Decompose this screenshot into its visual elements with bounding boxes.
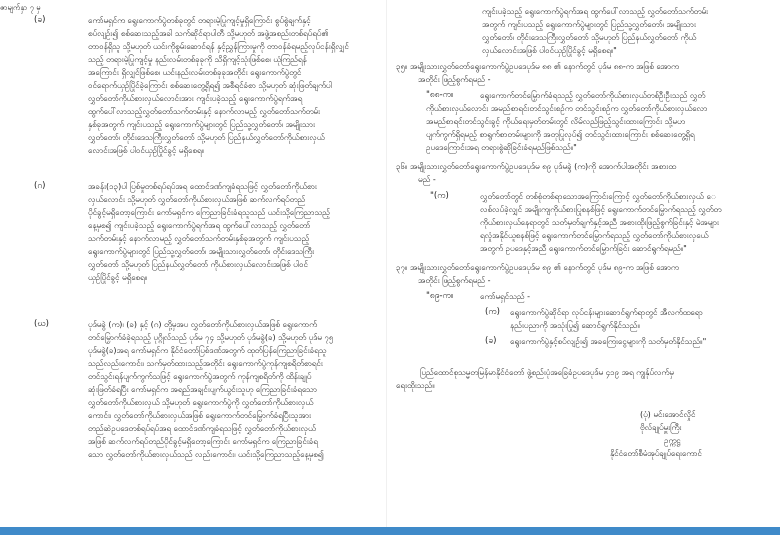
text-line: ပုဒ်မခွဲ (က)၊ (ခ) နှင့် (ဂ) တို့မှအပ လွှတ်တော်ကိုယ်စားလှယ်အဖြစ် ရွေးကောက်: [88, 320, 317, 329]
section-heading-line: အတိုင်း ဖြည့်စွက်ရမည် -: [418, 75, 491, 84]
text-line: ဝင်ရောက်ယှဉ်ပြိုင်ခဲ့ကြောင်း စစ်ဆေးတွေ့ရှိရ၍ အစီရင်ခံစာ သို့မဟုတ် ဆုံးဖြတ်ချက်ပါ: [88, 81, 332, 90]
text-line: ကိုယ်စားလှယ်လောင်း အမည်စာရင်းတင်သွင်းစဉ်က တင်သွင်းစဉ်က လွှတ်တော်ကိုယ်စားလှယ်လော: [426, 104, 708, 113]
signatory-role: ဥက္ကဋ္ဌ: [664, 436, 681, 445]
text-line: နေ့မှစ၍ ကျင်းပခဲ့သည့် ရွေးကောက်ပွဲရက်အရ ထွက်ပေါ်လာသည့် လွှတ်တော်: [88, 221, 311, 230]
text-line: ကိုယ်စားလှယ်နေရာတွင် သတ်မှတ်ချက်နှင့်အညီ အစားထိုးဖြည့်စွက်ခြင်းနှင့် မဲအများ: [480, 218, 719, 227]
text-line: ယှဉ်ပြိုင်ခွင့် မရှိစေရ။: [88, 273, 148, 282]
text-line: လွှတ်တော် သို့မဟုတ် ပြည်နယ်လွှတ်တော် ကိုယ်စားလှယ်လောင်းအဖြစ် ပါဝင်: [88, 260, 308, 269]
text-line: လှယ်လောင်းအဖြစ် ပါဝင်ယှဉ်ပြိုင်ခွင့် မရှိစေရ။": [482, 46, 617, 55]
text-line: လွှတ်တော်ကိုယ်စားလှယ်လောင်းအား ကျင်းပခဲ့သည့် ရွေးကောက်ပွဲရက်အရ: [88, 94, 303, 103]
quoted-section-marker: "(က): [430, 191, 449, 201]
sub-item-text: နည်းပညာကို အသုံးပြု၍ ဆောင်ရွက်နိုင်သည်။: [510, 321, 640, 330]
text-line: သည့် တရားမဲ့ပြုကျင့်မှု နည်းလမ်းတစ်ခုခုကို သိရှိကျင့်သုံးဖြစ်စေ၊ ယုံကြည်ရန်: [88, 55, 307, 64]
column-divider: [386, 0, 387, 527]
text-line: နှစ်ခုအတွက် ကျင်းပသည့် ရွေးကောက်ပွဲများတွင် ပြည်သူ့လွှတ်တော်၊ အမျိုးသား: [88, 120, 315, 129]
text-line: တင်မြှောက်ခံခဲ့ရသည့် ပုဂ္ဂိုလ်သည် ပုဒ်မ ၇၄ သို့မဟုတ် ပုဒ်မခွဲ(ခ) သို့မဟုတ် ပုဒ်မ ၇၅: [88, 333, 334, 342]
signatory-name: (ပုံ) မင်းအောင်လှိုင်: [640, 410, 696, 419]
section-heading-line: ၃၅။ အမျိုးသားလွှတ်တော်ရွေးကောက်ပွဲဥပဒေပုဒ်မ ၈၈ ၏ နောက်တွင် ပုဒ်မ ၈၈-က အဖြစ် အောက: [396, 62, 679, 71]
text-line: စပ်လျဉ်း၍ စစ်ဆေးသည့်အခါ သက်ဆိုင်ရာပါတီ သို့မဟုတ် အဖွဲ့အစည်းတစ်ရပ်ရပ်၏: [88, 29, 329, 38]
text-line: ပြည်ထောင်စုသမ္မတမြန်မာနိုင်ငံတော် ဖွဲ့စည်းပုံအခြေခံဥပဒေပုဒ်မ ၄၁၉ အရ ကျွန်ုပ်လက်မှ: [420, 368, 674, 377]
text-line: ဆုံးဖြတ်ခံရပြီး ကော်မရှင်က အရည်အချင်းပျက်ယွင်းသူဟု ကြေညာခြင်းခံရသော: [88, 385, 317, 394]
text-line: သည်လည်းကောင်း၊ သက်မှတ်ထားသည့်အတိုင်း ရွေးကောက်ပွဲကုန်ကျစရိတ်စာရင်း: [88, 359, 323, 368]
text-line: အဖြစ် ဆက်လက်ရပ်တည်ပိုင်ခွင့်မရှိတော့ကြောင်း ကော်မရှင်က ကြေညာခြင်းခံရ: [88, 437, 318, 446]
item-marker: (ဃ): [34, 319, 49, 329]
text-line: အခန်း(၁၃)ပါ ပြစ်မှုတစ်ရပ်ရပ်အရ ထောင်ဒဏ်ကျခံရသဖြင့် လွှတ်တော်ကိုယ်စား: [88, 182, 317, 191]
section-heading-line: အတိုင်း ဖြည့်စွက်ရမည် -: [418, 276, 491, 285]
text-line: ထွက်ပေါ်လာသည့်လွှတ်တော်သက်တမ်းနှင့် နောက်လာမည့် လွှတ်တော်သက်တမ်း: [88, 107, 321, 116]
section-heading-line: ၃၇။ အမျိုးသားလွှတ်တော်ရွေးကောက်ပွဲဥပဒေပုဒ်မ ၈၉ ၏ နောက်တွင် ပုဒ်မ ၈၉-က အဖြစ် အောက: [396, 263, 679, 272]
section-heading-line: ၃၆။ အမျိုးသားလွှတ်တော်ရွေးကောက်ပွဲဥပဒေပုဒ်မ ၈၉ ပုဒ်မခွဲ (က)ကို အောက်ပါအတိုင်း အစားထ: [396, 162, 676, 171]
quote-title: ကော်မရှင်သည် -: [480, 292, 530, 301]
item-marker: (ဂ): [34, 181, 46, 191]
text-line: ပျက်ကွက်ရှိရမည့် စာရွက်စာတမ်းများကို အတုပြုလုပ်၍ တင်သွင်းထားကြောင်း စစ်ဆေးတွေ့ရှိရ: [426, 130, 695, 139]
sub-item-marker: (ခ): [485, 336, 497, 346]
text-line: လစ်လပ်ခဲ့လျှင် အမျိုးကျကိုယ်စားပြုစနစ်ဖြင့် ရွေးကောက်တင်မြှောက်ရသည့် လွှတ်တ: [480, 205, 722, 214]
page-continuation-label: ဇာမျက်နှာ ၇ မှ: [0, 3, 41, 12]
text-line: ကော်မရှင်က ရွေးကောက်ပွဲတစ်ခုတွင် တရားမဲ့ပြုကျင့်မှုရှိကြောင်း စွပ်စွဲချက်နှင့်: [88, 16, 311, 25]
text-line: လောင်းအဖြစ် ပါဝင်ယှဉ်ပြိုင်ခွင့် မရှိစေရ။: [88, 146, 204, 155]
text-line: ရေးထိုးသည်။: [396, 381, 435, 390]
text-line: ဥပဒေကြောင်းအရ တရားစွဲဆိုခြင်းခံရမည်ဖြစ်သည်။": [426, 143, 577, 152]
sub-item-marker: (က): [485, 307, 500, 317]
text-line: ပိုင်ခွင့်မရှိတော့ကြောင်း ကော်မရှင်က ကြေညာခြင်းခံရသူသည် ယင်းသို့ကြေညာသည့်: [88, 208, 330, 217]
text-line: ကျင်းပခဲ့သည့် ရွေးကောက်ပွဲရက်အရ ထွက်ပေါ်လာသည့် လွှတ်တော်သက်တမ်း: [482, 7, 709, 16]
text-line: အတွက် ကျင်းပသည့် ရွေးကောက်ပွဲများတွင် ပြည်သူ့လွှတ်တော်၊ အမျိုးသား: [482, 20, 696, 29]
text-line: လွှတ်တော်တွင် တစ်စုံတစ်ရာသောအကြောင်းကြောင့် လွှတ်တော်ကိုယ်စားလှယ် ေ: [480, 192, 717, 201]
sub-item-text: ရွေးကောက်ပွဲဆိုင်ရာ လုပ်ငန်းများဆောင်ရွက်ရာတွင် အီလက်ထရော: [510, 308, 703, 317]
text-line: သော လွှတ်တော်ကိုယ်စားလှယ်သည် လည်းကောင်း၊ ယင်းသို့ကြေညာသည့်နေ့မှစ၍: [88, 450, 324, 459]
text-line: အကြောင်း ရှိလျှင်ဖြစ်စေ၊ ယင်းနည်းလမ်းတစ်ခုခုအတိုင်း ရွေးကောက်ပွဲတွင်: [88, 68, 302, 77]
text-line: အမည်စာရင်းတင်သွင်းခွင့် ကိုယ်ရေးမှတ်တမ်းတွင် လိမ်လည်ဖြည့်သွင်းထားကြောင်း သို့မဟ: [426, 117, 685, 126]
text-line: ရွေးကောက်တင်မြှောက်ခံရသည့် လွှတ်တော်ကိုယ်စားလှယ်တစ်ဦးဦးသည် လွှတ်: [480, 91, 706, 100]
sub-item-text: ရွေးကောက်ပွဲနှင့်စပ်လျဉ်း၍ အခကြေးငွေများကို သတ်မှတ်နိုင်သည်။": [510, 337, 707, 346]
signatory-rank: ဗိုလ်ချုပ်မှူးကြီး: [640, 423, 682, 432]
quoted-section-marker: "၈၈-က။: [426, 90, 454, 100]
text-line: တင်သွင်းရန်ပျက်ကွက်သဖြင့် ရွေးကောက်ပွဲအတွက် ကုန်ကျစရိတ်ကို ထိန်းချုပ်: [88, 372, 312, 381]
text-line: ပုဒ်မခွဲ(ခ)အရ ကော်မရှင်က နိုင်ငံတော်ပြစ်ဒဏ်အတွက် ထုတ်ပြန်ကြေညာခြင်းခံရသူ: [88, 346, 327, 355]
signatory-organization: နိုင်ငံတော်စီမံအုပ်ချုပ်ရေးကောင်: [610, 449, 702, 458]
text-line: ရွေးကောက်ပွဲများတွင် ပြည်သူ့လွှတ်တော်၊ အမျိုးသားလွှတ်တော်၊ တိုင်းဒေသကြီး: [88, 247, 315, 256]
text-line: တာဝန်ရှိသူ သို့မဟုတ် ယင်းကိုစွမ်းဆောင်ရန် နှင့်ညွှန်ကြားမှုကို တာဝန်ခံရမည့်လုပ်ငန်းရှိလျှင်: [88, 42, 349, 51]
item-marker: (ခ): [34, 15, 46, 25]
bottom-blue-rule: [0, 527, 780, 535]
text-line: လွှတ်တော်၊ တိုင်းဒေသကြီးလွှတ်တော် သို့မဟုတ် ပြည်နယ်လွှတ်တော် ကိုယ်: [482, 33, 697, 42]
text-line: လွှတ်တော်၊ တိုင်းဒေသကြီးလွှတ်တော် သို့မဟုတ် ပြည်နယ်လွှတ်တော်ကိုယ်စားလှယ်: [88, 133, 325, 142]
text-line: ကောင်း၊ လွှတ်တော်ကိုယ်စားလှယ်အဖြစ် ရွေးကောက်တင်မြှောက်ခံရပြီးသူအား: [88, 411, 312, 420]
text-line: လွှတ်တော်ကိုယ်စားလှယ် သို့မဟုတ် ရွေးကောက်ပွဲကို လွှတ်တော်ကိုယ်စားလှယ်: [88, 398, 314, 407]
quoted-section-marker: "၈၉-က။: [426, 291, 454, 301]
section-heading-line: မည် -: [418, 175, 436, 184]
text-line: ရလှုံအနိုင်ယူစနစ်ဖြင့် ရွေးကောက်တင်မြှောက်ရသည့် လွှတ်တော်ကိုယ်စားလှယ်ေ: [480, 231, 709, 240]
text-line: သက်တမ်းနှင့် နောက်လာမည့် လွှတ်တော်သက်တမ်းနှစ်ခုအတွက် ကျင်းပသည့်: [88, 234, 310, 243]
text-line: တည်ဆဲဥပဒေတစ်ရပ်ရပ်အရ ထောင်ဒဏ်ကျခံရသဖြင့် လွှတ်တော်ကိုယ်စားလှယ်: [88, 424, 316, 433]
text-line: လှယ်လောင်း သို့မဟုတ် လွှတ်တော်ကိုယ်စားလှယ်အဖြစ် ဆက်လက်ရပ်တည်: [88, 195, 306, 204]
text-line: အတွက် ဥပဒေနှင့်အညီ ရွေးကောက်တင်မြှောက်ခြင်း ဆောင်ရွက်ရမည်။": [480, 244, 687, 253]
